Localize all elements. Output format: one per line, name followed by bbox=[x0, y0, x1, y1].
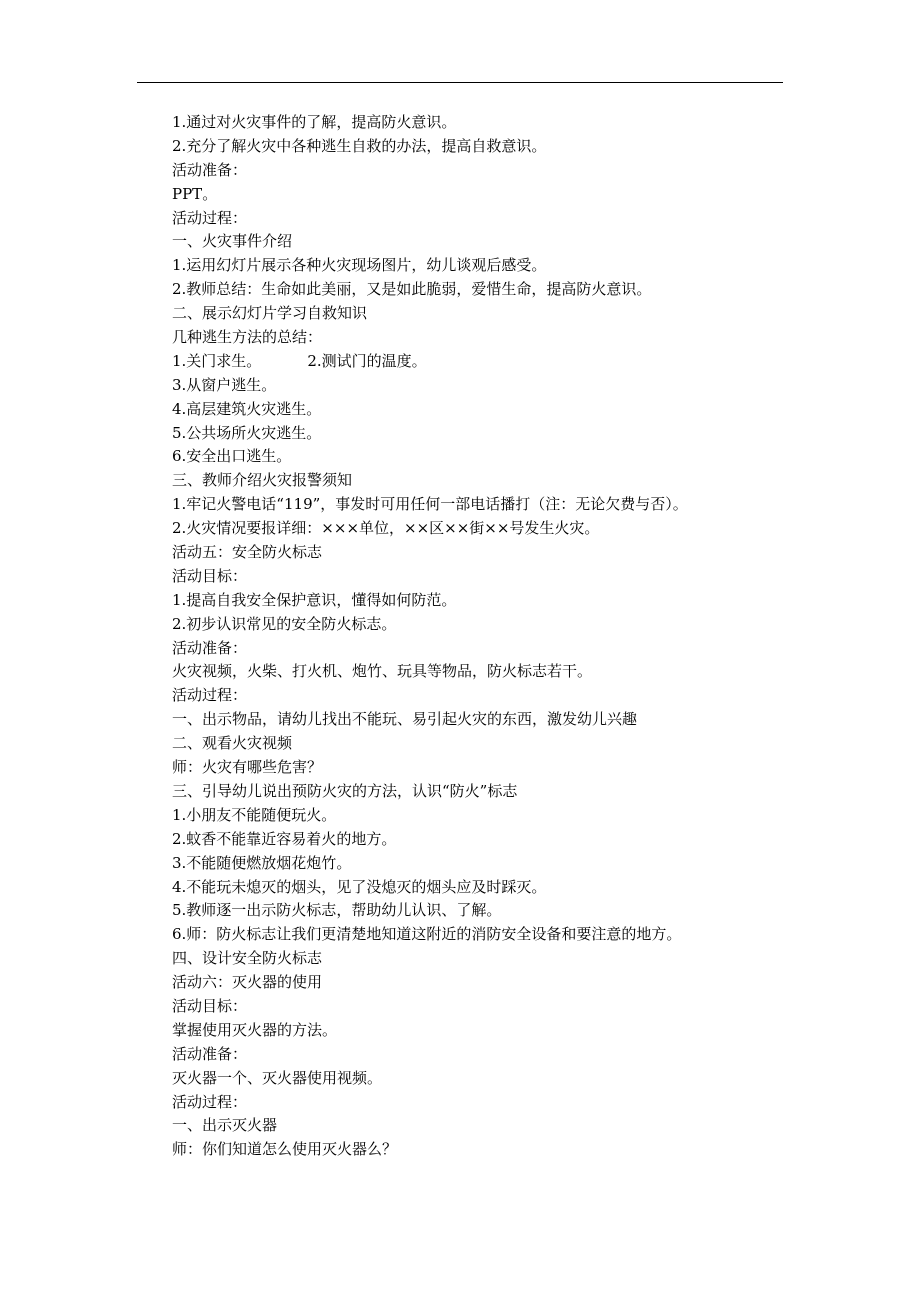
section-label-goal: 活动目标： bbox=[172, 996, 248, 1015]
step-heading: 三、教师介绍火灾报警须知 bbox=[172, 471, 353, 490]
step-item: 师：你们知道怎么使用灭火器么？ bbox=[172, 1140, 398, 1159]
step-item: 4.不能玩未熄灭的烟头，见了没熄灭的烟头应及时踩灭。 bbox=[172, 877, 547, 896]
step-heading: 二、观看火灾视频 bbox=[172, 734, 293, 753]
escape-method-4: 4.高层建筑火灾逃生。 bbox=[172, 399, 322, 418]
activity-title: 活动六：灭火器的使用 bbox=[172, 973, 323, 992]
section-label-process: 活动过程： bbox=[172, 1092, 248, 1111]
section-label-process: 活动过程： bbox=[172, 686, 248, 705]
document-body bbox=[172, 111, 812, 1162]
goal-item: 掌握使用灭火器的方法。 bbox=[172, 1020, 338, 1039]
goal-item: 2.初步认识常见的安全防火标志。 bbox=[172, 614, 397, 633]
escape-method-1: 1.关门求生。 bbox=[172, 351, 262, 370]
step-item: 1.运用幻灯片展示各种火灾现场图片，幼儿谈观后感受。 bbox=[172, 256, 547, 275]
preparation-text: 火灾视频，火柴、打火机、炮竹、玩具等物品，防火标志若干。 bbox=[172, 662, 593, 681]
escape-methods-row bbox=[172, 350, 812, 374]
header-rule bbox=[137, 82, 783, 83]
step-item: 6.师：防火标志让我们更清楚地知道这附近的消防安全设备和要注意的地方。 bbox=[172, 925, 682, 944]
escape-method-5: 5.公共场所火灾逃生。 bbox=[172, 423, 322, 442]
step-heading: 一、出示物品，请幼儿找出不能玩、易引起火灾的东西，激发幼儿兴趣 bbox=[172, 710, 638, 729]
goal-item-1: 1.通过对火灾事件的了解，提高防火意识。 bbox=[172, 113, 457, 131]
summary-label: 几种逃生方法的总结： bbox=[172, 328, 323, 347]
step-heading: 四、设计安全防火标志 bbox=[172, 949, 323, 968]
step-item: 2.蚊香不能靠近容易着火的地方。 bbox=[172, 829, 397, 848]
escape-method-3: 3.从窗户逃生。 bbox=[172, 375, 277, 394]
step-heading: 三、引导幼儿说出预防火灾的方法，认识“防火”标志 bbox=[172, 781, 518, 800]
step-heading: 一、出示灭火器 bbox=[172, 1116, 278, 1135]
section-label-preparation: 活动准备： bbox=[172, 638, 248, 657]
step-item: 2.教师总结：生命如此美丽，又是如此脆弱，爱惜生命，提高防火意识。 bbox=[172, 280, 652, 299]
section-label-preparation: 活动准备： bbox=[172, 1044, 248, 1063]
step-heading: 一、火灾事件介绍 bbox=[172, 232, 293, 251]
preparation-text: PPT。 bbox=[172, 184, 218, 203]
step-heading: 二、展示幻灯片学习自救知识 bbox=[172, 304, 368, 323]
preparation-text: 灭火器一个、灭火器使用视频。 bbox=[172, 1068, 383, 1087]
step-item: 3.不能随便燃放烟花炮竹。 bbox=[172, 853, 352, 872]
section-label-preparation: 活动准备： bbox=[172, 160, 248, 179]
escape-method-6: 6.安全出口逃生。 bbox=[172, 447, 292, 466]
activity-title: 活动五：安全防火标志 bbox=[172, 543, 323, 562]
step-item: 5.教师逐一出示防火标志，帮助幼儿认识、了解。 bbox=[172, 901, 502, 920]
section-label-goal: 活动目标： bbox=[172, 566, 248, 585]
step-item: 1.小朋友不能随便玩火。 bbox=[172, 805, 337, 824]
goal-item-2: 2.充分了解火灾中各种逃生自救的办法，提高自救意识。 bbox=[172, 136, 547, 155]
step-item: 1.牢记火警电话“119”，事发时可用任何一部电话播打（注：无论欠费与否）。 bbox=[172, 495, 688, 514]
step-item: 师：火灾有哪些危害？ bbox=[172, 758, 323, 777]
step-item: 2.火灾情况要报详细：×××单位，××区××街××号发生火灾。 bbox=[172, 519, 600, 538]
escape-method-2: 2.测试门的温度。 bbox=[307, 351, 427, 370]
section-label-process: 活动过程： bbox=[172, 208, 248, 227]
goal-item: 1.提高自我安全保护意识，懂得如何防范。 bbox=[172, 590, 457, 609]
